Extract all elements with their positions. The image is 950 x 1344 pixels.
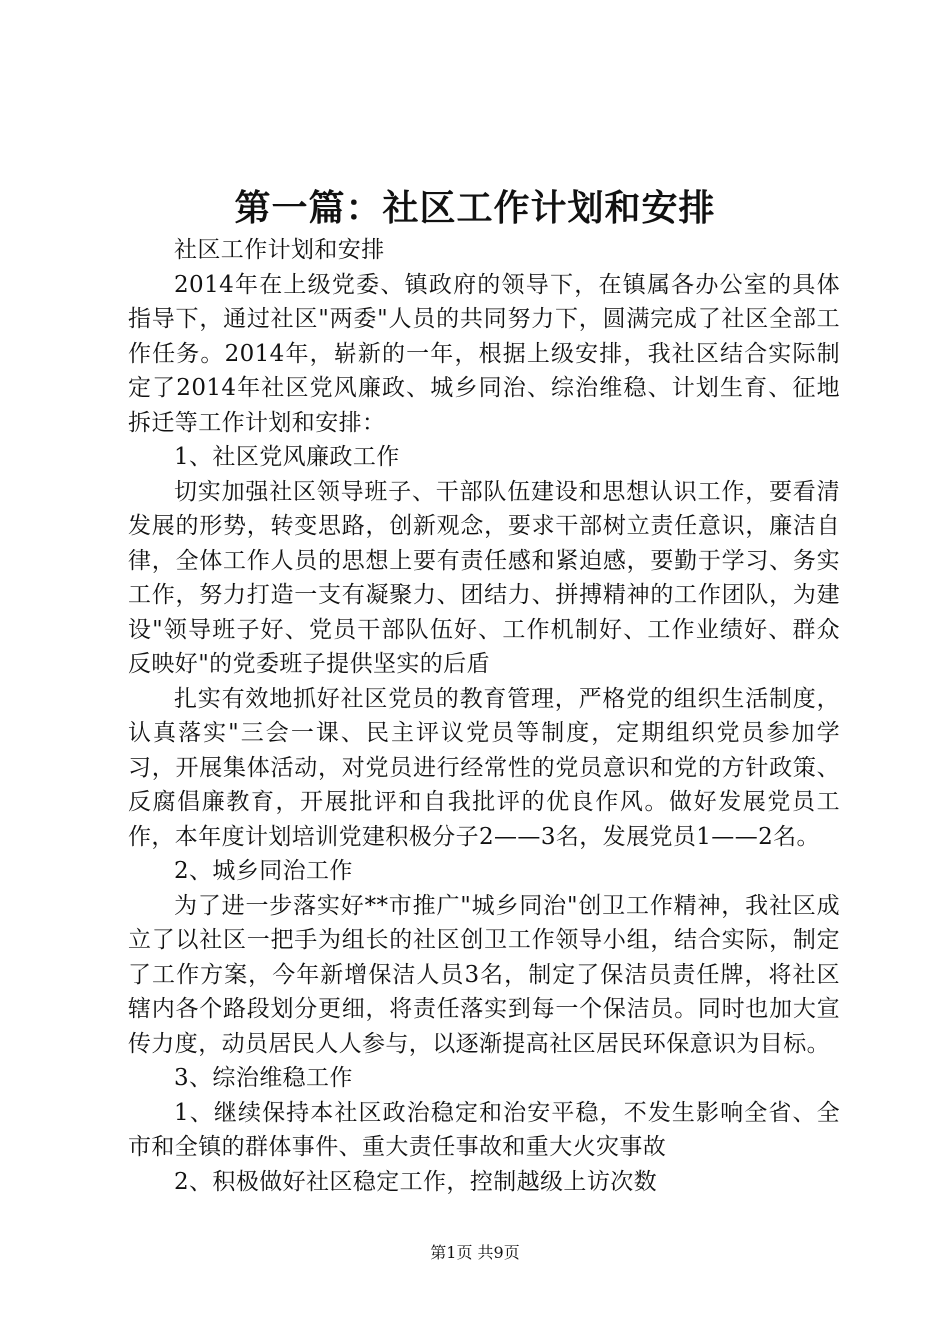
section-heading-3: 3、综治维稳工作 xyxy=(174,1065,353,1091)
document-title: 第一篇：社区工作计划和安排 xyxy=(234,187,716,229)
paragraph-intro: 2014年在上级党委、镇政府的领导下，在镇属各办公室的具体指导下，通过社区"两委"人员的共同努力下，圆满完成了社区全部工作任务。2014年，崭新的一年，根据上级安排，我社区结合实际制定了2014年社区党风廉政、城乡同治、综治维稳、计划生育、征地拆迁等工作计划和安排： xyxy=(128,271,840,436)
document-body xyxy=(128,233,840,1199)
paragraph-leadership: 切实加强社区领导班子、干部队伍建设和思想认识工作，要看清发展的形势，转变思路，创新观念，要求干部树立责任意识，廉洁自律，全体工作人员的思想上要有责任感和紧迫感，要勤于学习、务实工作，努力打造一支有凝聚力、团结力、拼搏精神的工作团队，为建设"领导班子好、党员干部队伍好、工作机制好、工作业绩好、群众反映好"的党委班子提供坚实的后盾 xyxy=(128,478,840,677)
section-heading-2: 2、城乡同治工作 xyxy=(174,858,353,884)
paragraph-stability-1: 1、继续保持本社区政治稳定和治安平稳，不发生影响全省、全市和全镇的群体事件、重大责任事故和重大火灾事故 xyxy=(128,1099,840,1160)
section-heading-1: 1、社区党风廉政工作 xyxy=(174,444,400,470)
paragraph-party-education: 扎实有效地抓好社区党员的教育管理，严格党的组织生活制度，认真落实"三会一课、民主评议党员等制度，定期组织党员参加学习，开展集体活动，对党员进行经常性的党员意识和党的方针政策、反腐倡廉教育，开展批评和自我批评的优良作风。做好发展党员工作，本年度计划培训党建积极分子2——3名，发展党员1——2名。 xyxy=(128,685,840,850)
paragraph-urban-rural: 为了进一步落实好**市推广"城乡同治"创卫工作精神，我社区成立了以社区一把手为组长的社区创卫工作领导小组，结合实际，制定了工作方案，今年新增保洁人员3名，制定了保洁员责任牌，将社区辖内各个路段划分更细，将责任落实到每一个保洁员。同时也加大宣传力度，动员居民人人参与，以逐渐提高社区居民环保意识为目标。 xyxy=(128,892,840,1057)
page-number-footer: 第1页 共9页 xyxy=(430,1243,520,1262)
paragraph-stability-2: 2、积极做好社区稳定工作，控制越级上访次数 xyxy=(174,1168,658,1195)
paragraph-subtitle: 社区工作计划和安排 xyxy=(174,237,385,263)
